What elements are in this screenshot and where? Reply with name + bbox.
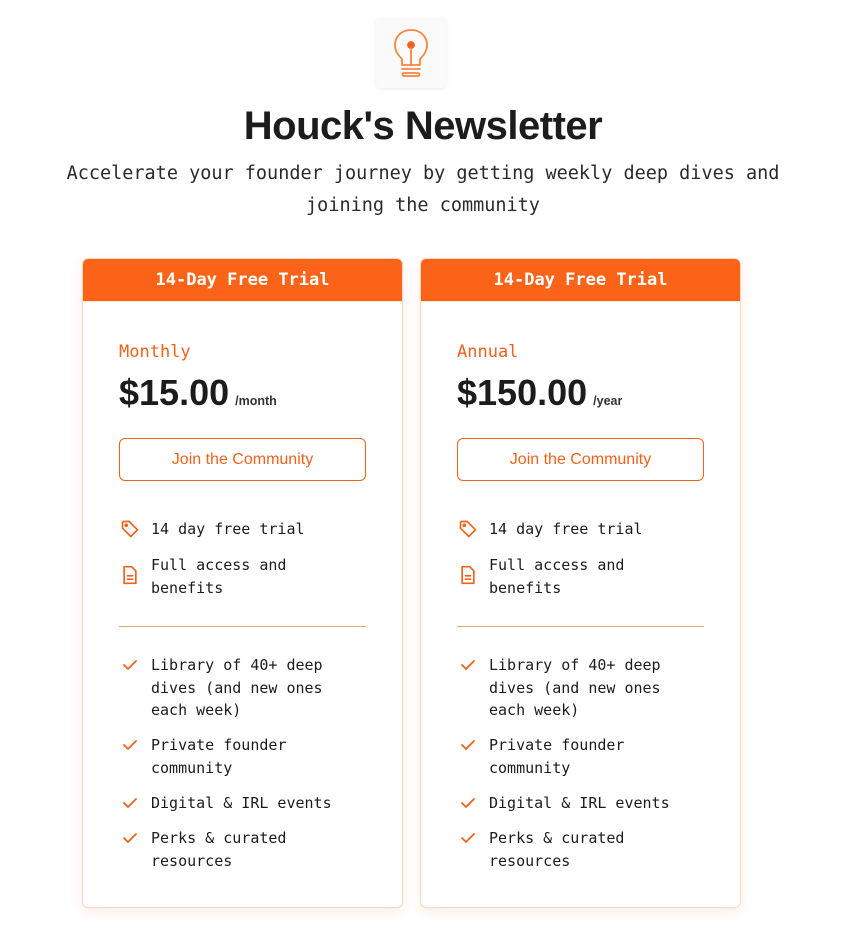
document-icon <box>457 564 479 586</box>
document-icon <box>119 564 141 586</box>
join-community-button[interactable]: Join the Community <box>119 438 366 481</box>
check-icon <box>119 827 141 849</box>
feature-text: Library of 40+ deep dives (and new ones each week) <box>489 656 661 719</box>
feature-item <box>457 827 689 872</box>
feature-item <box>119 792 351 815</box>
check-icon <box>457 654 479 676</box>
price-row <box>119 372 277 414</box>
feature-item <box>457 734 689 779</box>
pricing-card-annual <box>420 258 741 908</box>
newsletter-logo <box>376 18 446 88</box>
price-row <box>457 372 622 414</box>
page-subtitle: Accelerate your founder journey by getting weekly deep dives and joining the community <box>66 163 780 216</box>
check-icon <box>457 827 479 849</box>
divider <box>119 626 366 627</box>
feature-item <box>457 792 689 815</box>
highlight-item <box>457 554 689 599</box>
tag-icon <box>119 518 141 540</box>
highlight-text: 14 day free trial <box>489 520 643 538</box>
tag-icon <box>457 518 479 540</box>
feature-text: Perks & curated resources <box>151 829 287 870</box>
highlight-item <box>119 518 351 541</box>
plan-period: /year <box>593 394 623 408</box>
divider <box>457 626 704 627</box>
card-body <box>421 301 740 908</box>
plan-period: /month <box>235 394 277 408</box>
join-community-button[interactable]: Join the Community <box>457 438 704 481</box>
plan-name: Annual <box>457 342 519 362</box>
plan-price: $150.00 <box>457 372 588 413</box>
trial-banner: 14-Day Free Trial <box>83 259 402 301</box>
feature-text: Private founder community <box>489 736 625 777</box>
lightbulb-icon <box>391 27 431 79</box>
feature-text: Library of 40+ deep dives (and new ones each week) <box>151 656 323 719</box>
feature-item <box>119 654 351 722</box>
highlight-text: 14 day free trial <box>151 520 305 538</box>
highlight-text: Full access and benefits <box>151 556 287 597</box>
page-title: Houck's Newsletter <box>243 104 603 148</box>
feature-text: Private founder community <box>151 736 287 777</box>
feature-item <box>119 827 351 872</box>
highlight-item <box>119 554 351 599</box>
card-body <box>83 301 402 908</box>
pricing-card-monthly <box>82 258 403 908</box>
check-icon <box>119 734 141 756</box>
check-icon <box>119 654 141 676</box>
trial-banner: 14-Day Free Trial <box>421 259 740 301</box>
feature-item <box>119 734 351 779</box>
check-icon <box>457 734 479 756</box>
check-icon <box>119 792 141 814</box>
feature-item <box>457 654 689 722</box>
plan-price: $15.00 <box>119 372 230 413</box>
highlight-text: Full access and benefits <box>489 556 625 597</box>
check-icon <box>457 792 479 814</box>
feature-text: Digital & IRL events <box>151 794 332 812</box>
feature-text: Digital & IRL events <box>489 794 670 812</box>
plan-name: Monthly <box>119 342 191 362</box>
feature-text: Perks & curated resources <box>489 829 625 870</box>
highlight-item <box>457 518 689 541</box>
